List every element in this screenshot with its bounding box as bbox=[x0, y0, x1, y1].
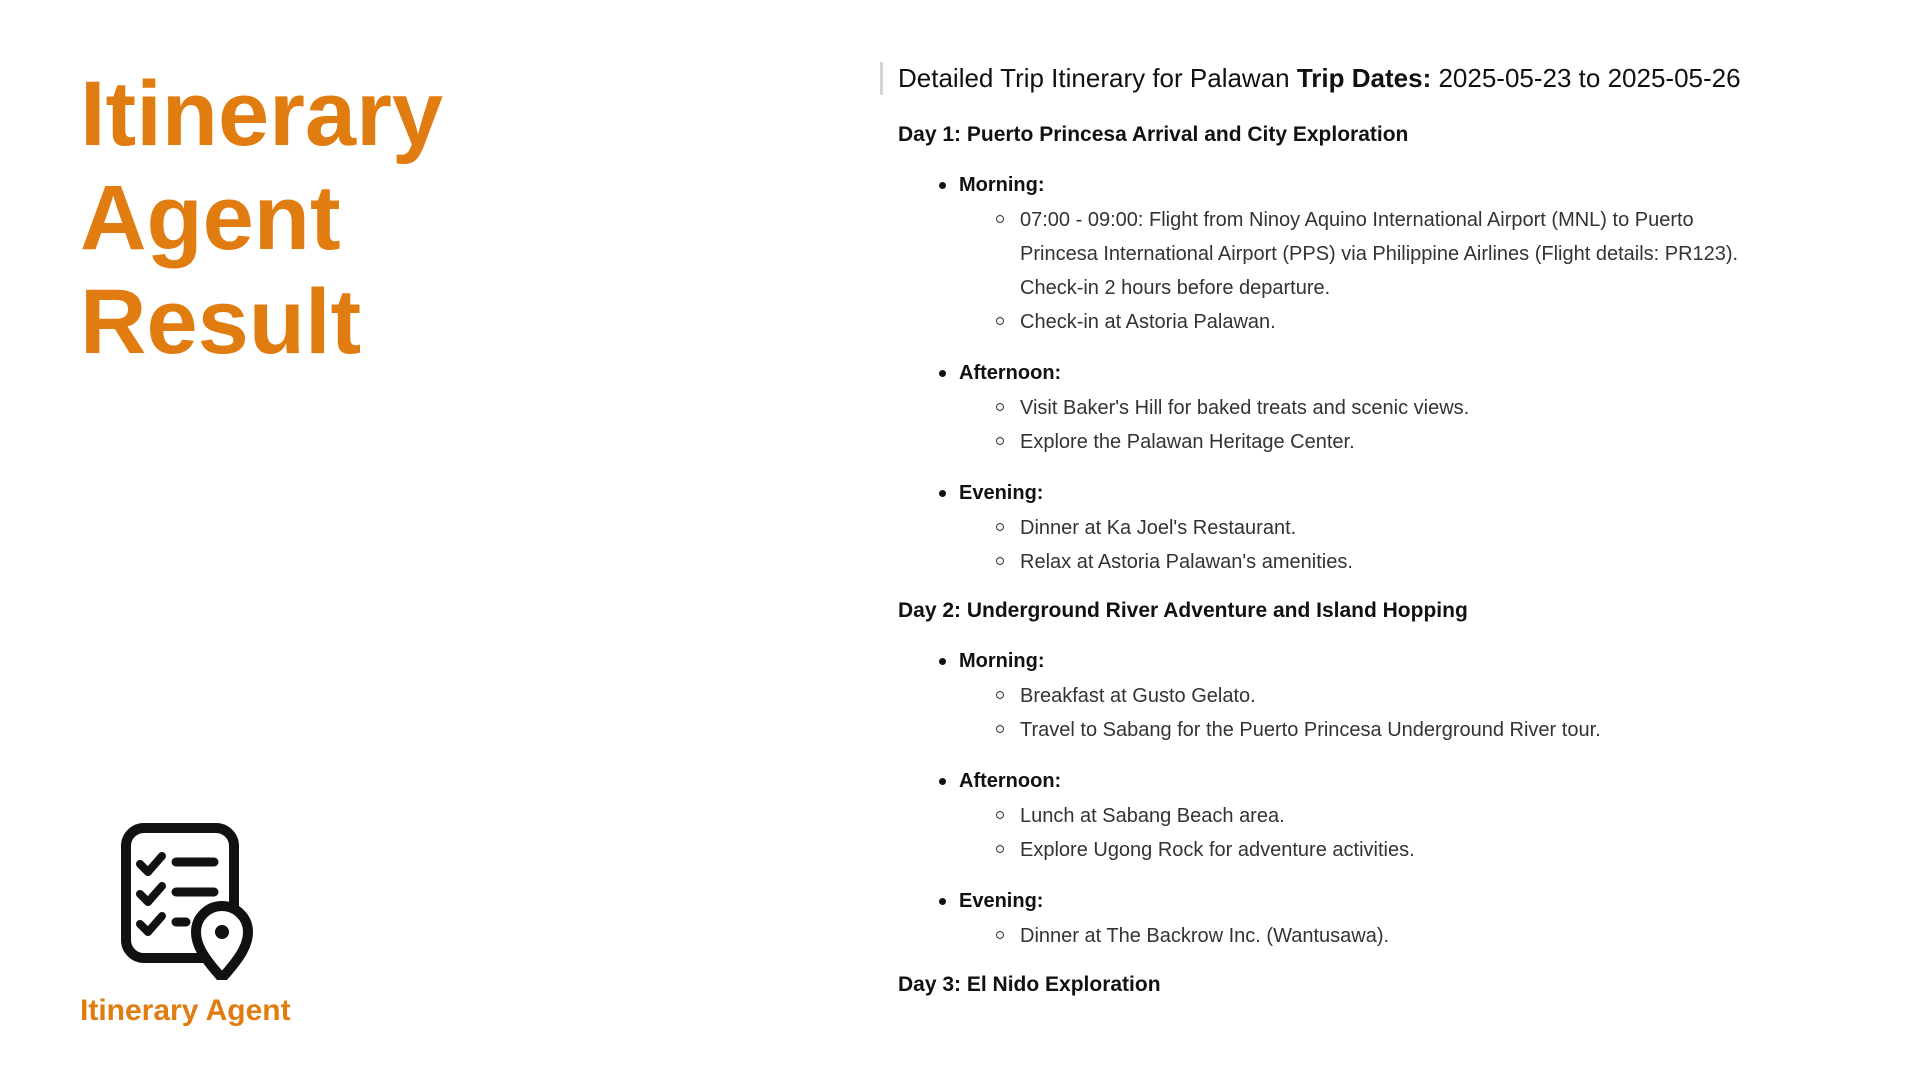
bullet-icon bbox=[939, 658, 946, 665]
day-section bbox=[880, 121, 1760, 579]
checklist-location-pin-icon bbox=[118, 820, 258, 980]
circle-bullet-icon bbox=[996, 523, 1004, 531]
page-title bbox=[80, 62, 640, 374]
activity-text: Breakfast at Gusto Gelato. bbox=[1020, 685, 1256, 707]
activity-item bbox=[1020, 679, 1760, 713]
day-heading: Day 1: Puerto Princesa Arrival and City Exploration bbox=[898, 123, 1409, 146]
trip-dates-label: Trip Dates: bbox=[1296, 63, 1432, 93]
title-line: Itinerary bbox=[80, 63, 444, 165]
activity-item bbox=[1020, 511, 1760, 545]
period-item bbox=[959, 885, 1760, 953]
activity-text: Check-in at Astoria Palawan. bbox=[1020, 311, 1276, 333]
day-heading: Day 3: El Nido Exploration bbox=[898, 973, 1161, 996]
activity-item bbox=[1020, 713, 1760, 747]
day-heading: Day 2: Underground River Adventure and Island Hopping bbox=[898, 599, 1468, 622]
period-list bbox=[880, 169, 1760, 579]
title-line: Result bbox=[80, 271, 362, 373]
bullet-icon bbox=[939, 370, 946, 377]
activity-item bbox=[1020, 545, 1760, 579]
circle-bullet-icon bbox=[996, 845, 1004, 853]
activity-item bbox=[1020, 425, 1760, 459]
itinerary-content bbox=[880, 62, 1760, 1080]
activity-list bbox=[959, 391, 1760, 459]
activity-list bbox=[959, 919, 1760, 953]
activity-text: Visit Baker's Hill for baked treats and scenic views. bbox=[1020, 397, 1470, 419]
activity-text: Travel to Sabang for the Puerto Princesa Underground River tour. bbox=[1020, 719, 1601, 741]
period-item bbox=[959, 169, 1760, 339]
circle-bullet-icon bbox=[996, 931, 1004, 939]
activity-item bbox=[1020, 203, 1760, 305]
period-item bbox=[959, 765, 1760, 867]
circle-bullet-icon bbox=[996, 691, 1004, 699]
activity-list bbox=[959, 511, 1760, 579]
circle-bullet-icon bbox=[996, 557, 1004, 565]
activity-text: Relax at Astoria Palawan's amenities. bbox=[1020, 551, 1353, 573]
activity-list bbox=[959, 799, 1760, 867]
activity-item bbox=[1020, 799, 1760, 833]
activity-item bbox=[1020, 391, 1760, 425]
circle-bullet-icon bbox=[996, 403, 1004, 411]
period-label: Evening: bbox=[959, 482, 1044, 504]
period-label: Morning: bbox=[959, 650, 1045, 672]
period-list bbox=[880, 645, 1760, 953]
activity-item bbox=[1020, 919, 1760, 953]
period-item bbox=[959, 477, 1760, 579]
bullet-icon bbox=[939, 182, 946, 189]
title-line: Agent bbox=[80, 167, 341, 269]
period-label: Morning: bbox=[959, 174, 1045, 196]
activity-text: Dinner at Ka Joel's Restaurant. bbox=[1020, 517, 1297, 539]
circle-bullet-icon bbox=[996, 811, 1004, 819]
bullet-icon bbox=[939, 898, 946, 905]
bullet-icon bbox=[939, 490, 946, 497]
activity-text: Lunch at Sabang Beach area. bbox=[1020, 805, 1285, 827]
circle-bullet-icon bbox=[996, 437, 1004, 445]
period-label: Afternoon: bbox=[959, 770, 1062, 792]
bullet-icon bbox=[939, 778, 946, 785]
trip-header bbox=[880, 62, 1760, 95]
day-section bbox=[880, 971, 1760, 999]
activity-list bbox=[959, 203, 1760, 339]
activity-text: Explore Ugong Rock for adventure activities. bbox=[1020, 839, 1415, 861]
agent-caption: Itinerary Agent bbox=[80, 994, 291, 1027]
day-section bbox=[880, 597, 1760, 953]
trip-header-prefix: Detailed Trip Itinerary for Palawan bbox=[898, 63, 1297, 93]
trip-dates-value: 2025-05-23 to 2025-05-26 bbox=[1431, 63, 1741, 93]
circle-bullet-icon bbox=[996, 725, 1004, 733]
period-label: Afternoon: bbox=[959, 362, 1062, 384]
activity-list bbox=[959, 679, 1760, 747]
activity-text: Explore the Palawan Heritage Center. bbox=[1020, 431, 1355, 453]
circle-bullet-icon bbox=[996, 215, 1004, 223]
period-label: Evening: bbox=[959, 890, 1044, 912]
activity-text: 07:00 - 09:00: Flight from Ninoy Aquino International Airport (MNL) to Puerto Princesa International Airport (PPS) via Philippine Airlines (Flight details: PR123). Check-in 2 hours before departure. bbox=[1020, 209, 1739, 299]
period-item bbox=[959, 357, 1760, 459]
activity-item bbox=[1020, 305, 1760, 339]
activity-item bbox=[1020, 833, 1760, 867]
period-item bbox=[959, 645, 1760, 747]
circle-bullet-icon bbox=[996, 317, 1004, 325]
activity-text: Dinner at The Backrow Inc. (Wantusawa). bbox=[1020, 925, 1390, 947]
